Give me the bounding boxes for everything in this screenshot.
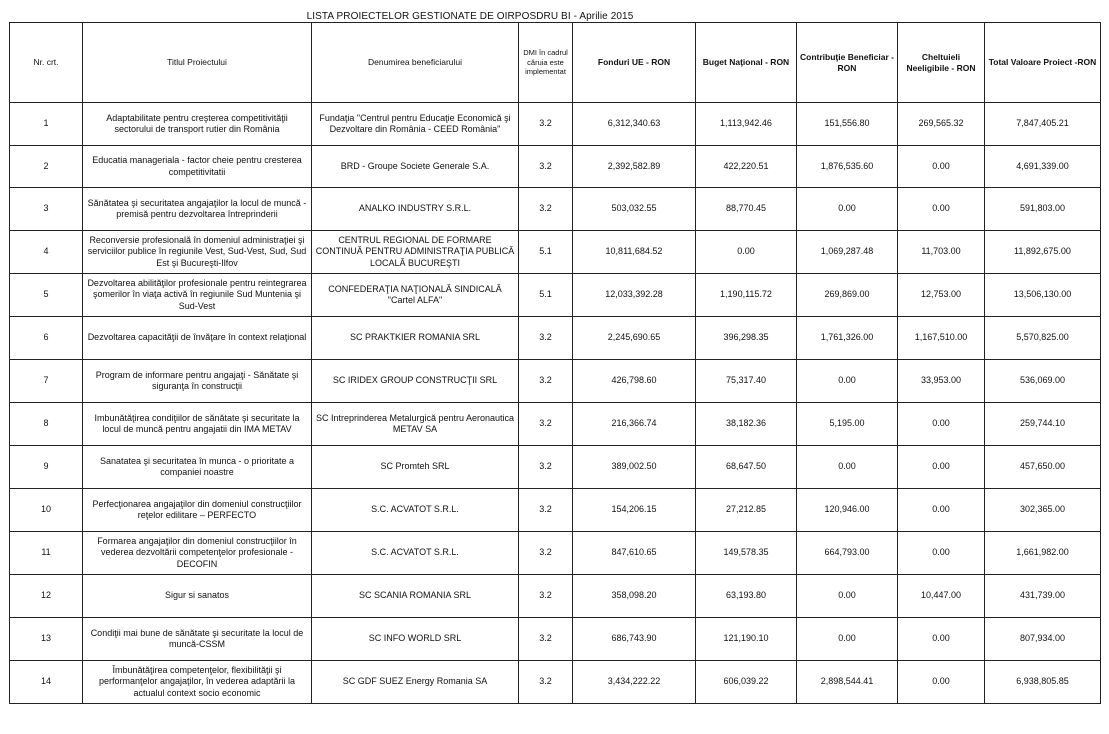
cell-national-budget: 149,578.35 bbox=[696, 532, 797, 575]
cell-beneficiary-contribution: 0.00 bbox=[797, 446, 898, 489]
cell-total-value: 7,847,405.21 bbox=[985, 103, 1101, 146]
cell-beneficiary: SC Promteh SRL bbox=[312, 446, 519, 489]
cell-ineligible-costs: 0.00 bbox=[898, 661, 985, 704]
cell-project-title: Formarea angajaţilor din domeniul construcţiilor în vederea dezvoltării competenţelor profesionale - DECOFIN bbox=[83, 532, 312, 575]
cell-beneficiary-contribution: 120,946.00 bbox=[797, 489, 898, 532]
cell-dmi: 3.2 bbox=[519, 146, 573, 188]
cell-dmi: 3.2 bbox=[519, 575, 573, 618]
table-row bbox=[10, 103, 1101, 146]
cell-national-budget: 75,317.40 bbox=[696, 360, 797, 403]
table-row bbox=[10, 188, 1101, 231]
cell-total-value: 5,570,825.00 bbox=[985, 317, 1101, 360]
cell-total-value: 302,365.00 bbox=[985, 489, 1101, 532]
cell-beneficiary-contribution: 0.00 bbox=[797, 188, 898, 231]
cell-project-title: Sanatatea şi securitatea în munca - o prioritate a companiei noastre bbox=[83, 446, 312, 489]
cell-project-title: Dezvoltarea capacităţii de învăţare în context relaţional bbox=[83, 317, 312, 360]
cell-national-budget: 121,190.10 bbox=[696, 618, 797, 661]
cell-project-title: Sănătatea şi securitatea angajaţilor la locul de muncă - premisă pentru dezvoltarea întreprinderii bbox=[83, 188, 312, 231]
cell-dmi: 5.1 bbox=[519, 231, 573, 274]
cell-beneficiary: ANALKO INDUSTRY S.R.L. bbox=[312, 188, 519, 231]
cell-national-budget: 606,039.22 bbox=[696, 661, 797, 704]
cell-nr-crt: 7 bbox=[10, 360, 83, 403]
cell-nr-crt: 1 bbox=[10, 103, 83, 146]
cell-eu-funds: 2,245,690.65 bbox=[573, 317, 696, 360]
cell-national-budget: 88,770.45 bbox=[696, 188, 797, 231]
cell-eu-funds: 154,206.15 bbox=[573, 489, 696, 532]
cell-eu-funds: 216,366.74 bbox=[573, 403, 696, 446]
cell-total-value: 807,934.00 bbox=[985, 618, 1101, 661]
cell-project-title: Educatia manageriala - factor cheie pentru cresterea competitivitatii bbox=[83, 146, 312, 188]
cell-dmi: 3.2 bbox=[519, 188, 573, 231]
cell-national-budget: 396,298.35 bbox=[696, 317, 797, 360]
document-title: LISTA PROIECTELOR GESTIONATE DE OIRPOSDRU BI - Aprilie 2015 bbox=[306, 11, 634, 22]
cell-national-budget: 1,113,942.46 bbox=[696, 103, 797, 146]
cell-nr-crt: 8 bbox=[10, 403, 83, 446]
cell-dmi: 3.2 bbox=[519, 489, 573, 532]
table-row bbox=[10, 403, 1101, 446]
cell-beneficiary: SC SCANIA ROMANIA SRL bbox=[312, 575, 519, 618]
cell-nr-crt: 4 bbox=[10, 231, 83, 274]
cell-ineligible-costs: 0.00 bbox=[898, 403, 985, 446]
table-row bbox=[10, 231, 1101, 274]
cell-beneficiary: CENTRUL REGIONAL DE FORMARE CONTINUĂ PENTRU ADMINISTRAŢIA PUBLICĂ LOCALĂ BUCUREŞTI bbox=[312, 231, 519, 274]
table-row bbox=[10, 489, 1101, 532]
cell-dmi: 3.2 bbox=[519, 446, 573, 489]
cell-project-title: Imbunătăţirea condiţiilor de sănătate şi securitate la locul de muncă pentru angajatii din IMA METAV bbox=[83, 403, 312, 446]
cell-total-value: 536,069.00 bbox=[985, 360, 1101, 403]
cell-project-title: Reconversie profesională în domeniul administraţiei şi serviciilor publice în regiunile Vest, Sud-Vest, Sud, Sud Est şi Bucureşti-Ilfov bbox=[83, 231, 312, 274]
cell-ineligible-costs: 1,167,510.00 bbox=[898, 317, 985, 360]
cell-dmi: 3.2 bbox=[519, 103, 573, 146]
cell-ineligible-costs: 33,953.00 bbox=[898, 360, 985, 403]
cell-beneficiary-contribution: 5,195.00 bbox=[797, 403, 898, 446]
cell-beneficiary-contribution: 151,556.80 bbox=[797, 103, 898, 146]
cell-project-title: Îmbunătăţirea competenţelor, flexibilităţii şi performanţelor angajaţilor, în vederea adaptării la actualul context socio economic bbox=[83, 661, 312, 704]
cell-ineligible-costs: 0.00 bbox=[898, 188, 985, 231]
cell-beneficiary-contribution: 1,876,535.60 bbox=[797, 146, 898, 188]
cell-beneficiary: SC PRAKTKIER ROMANIA SRL bbox=[312, 317, 519, 360]
cell-project-title: Condiţii mai bune de sănătate şi securitate la locul de muncă-CSSM bbox=[83, 618, 312, 661]
cell-eu-funds: 847,610.65 bbox=[573, 532, 696, 575]
header-eu-funds: Fonduri UE - RON bbox=[573, 23, 696, 103]
cell-beneficiary: SC GDF SUEZ Energy Romania SA bbox=[312, 661, 519, 704]
cell-ineligible-costs: 0.00 bbox=[898, 146, 985, 188]
cell-eu-funds: 503,032.55 bbox=[573, 188, 696, 231]
cell-ineligible-costs: 10,447.00 bbox=[898, 575, 985, 618]
cell-beneficiary: S.C. ACVATOT S.R.L. bbox=[312, 489, 519, 532]
cell-beneficiary-contribution: 269,869.00 bbox=[797, 274, 898, 317]
cell-eu-funds: 2,392,582.89 bbox=[573, 146, 696, 188]
header-national-budget: Buget Naţional - RON bbox=[696, 23, 797, 103]
cell-beneficiary: Fundaţia "Centrul pentru Educaţie Economică şi Dezvoltare din România - CEED România" bbox=[312, 103, 519, 146]
cell-beneficiary: SC INFO WORLD SRL bbox=[312, 618, 519, 661]
cell-nr-crt: 12 bbox=[10, 575, 83, 618]
cell-beneficiary-contribution: 0.00 bbox=[797, 360, 898, 403]
header-beneficiary: Denumirea beneficiarului bbox=[312, 23, 519, 103]
cell-beneficiary-contribution: 664,793.00 bbox=[797, 532, 898, 575]
cell-project-title: Sigur si sanatos bbox=[83, 575, 312, 618]
cell-ineligible-costs: 11,703.00 bbox=[898, 231, 985, 274]
cell-national-budget: 27,212.85 bbox=[696, 489, 797, 532]
cell-dmi: 3.2 bbox=[519, 317, 573, 360]
cell-nr-crt: 14 bbox=[10, 661, 83, 704]
cell-project-title: Program de informare pentru angajaţi - Sănătate şi siguranţa în construcţii bbox=[83, 360, 312, 403]
cell-nr-crt: 3 bbox=[10, 188, 83, 231]
cell-eu-funds: 358,098.20 bbox=[573, 575, 696, 618]
cell-total-value: 13,506,130.00 bbox=[985, 274, 1101, 317]
cell-dmi: 3.2 bbox=[519, 403, 573, 446]
cell-nr-crt: 6 bbox=[10, 317, 83, 360]
cell-beneficiary: SC IRIDEX GROUP CONSTRUCŢII SRL bbox=[312, 360, 519, 403]
table-header-row bbox=[10, 23, 1101, 103]
cell-nr-crt: 11 bbox=[10, 532, 83, 575]
cell-dmi: 5.1 bbox=[519, 274, 573, 317]
header-beneficiary-contribution: Contribuţie Beneficiar - RON bbox=[797, 23, 898, 103]
cell-total-value: 457,650.00 bbox=[985, 446, 1101, 489]
cell-dmi: 3.2 bbox=[519, 532, 573, 575]
cell-national-budget: 0.00 bbox=[696, 231, 797, 274]
cell-eu-funds: 686,743.90 bbox=[573, 618, 696, 661]
table-row bbox=[10, 446, 1101, 489]
table-row bbox=[10, 532, 1101, 575]
cell-total-value: 431,739.00 bbox=[985, 575, 1101, 618]
cell-dmi: 3.2 bbox=[519, 661, 573, 704]
cell-total-value: 4,691,339.00 bbox=[985, 146, 1101, 188]
header-project-title: Titlul Proiectului bbox=[83, 23, 312, 103]
header-dmi: DMI în cadrul căruia este implementat bbox=[519, 23, 573, 103]
header-total-value: Total Valoare Proiect -RON bbox=[985, 23, 1101, 103]
cell-beneficiary-contribution: 0.00 bbox=[797, 575, 898, 618]
cell-ineligible-costs: 0.00 bbox=[898, 489, 985, 532]
cell-beneficiary-contribution: 1,761,326.00 bbox=[797, 317, 898, 360]
cell-project-title: Adaptabilitate pentru creşterea competitivităţii sectorului de transport rutier din România bbox=[83, 103, 312, 146]
cell-ineligible-costs: 269,565.32 bbox=[898, 103, 985, 146]
cell-eu-funds: 389,002.50 bbox=[573, 446, 696, 489]
cell-national-budget: 422,220.51 bbox=[696, 146, 797, 188]
cell-total-value: 1,661,982.00 bbox=[985, 532, 1101, 575]
cell-beneficiary-contribution: 2,898,544.41 bbox=[797, 661, 898, 704]
cell-beneficiary: CONFEDERAŢIA NAŢIONALĂ SINDICALĂ "Cartel ALFA" bbox=[312, 274, 519, 317]
cell-eu-funds: 6,312,340.63 bbox=[573, 103, 696, 146]
cell-total-value: 259,744.10 bbox=[985, 403, 1101, 446]
cell-dmi: 3.2 bbox=[519, 360, 573, 403]
cell-nr-crt: 10 bbox=[10, 489, 83, 532]
header-nr-crt: Nr. crt. bbox=[10, 23, 83, 103]
table-row bbox=[10, 360, 1101, 403]
table-row bbox=[10, 274, 1101, 317]
cell-eu-funds: 3,434,222.22 bbox=[573, 661, 696, 704]
cell-nr-crt: 13 bbox=[10, 618, 83, 661]
cell-project-title: Dezvoltarea abilităţilor profesionale pentru reintegrarea şomerilor în viaţa activă în regiunile Sud Muntenia şi Sud-Vest bbox=[83, 274, 312, 317]
cell-total-value: 6,938,805.85 bbox=[985, 661, 1101, 704]
cell-beneficiary: S.C. ACVATOT S.R.L. bbox=[312, 532, 519, 575]
cell-national-budget: 63,193.80 bbox=[696, 575, 797, 618]
cell-dmi: 3.2 bbox=[519, 618, 573, 661]
table-row bbox=[10, 146, 1101, 188]
table-row bbox=[10, 317, 1101, 360]
cell-project-title: Perfecţionarea angajaţilor din domeniul construcţiilor reţelor edilitare – PERFECTO bbox=[83, 489, 312, 532]
cell-national-budget: 68,647.50 bbox=[696, 446, 797, 489]
table-row bbox=[10, 618, 1101, 661]
cell-national-budget: 1,190,115.72 bbox=[696, 274, 797, 317]
cell-ineligible-costs: 12,753.00 bbox=[898, 274, 985, 317]
cell-eu-funds: 426,798.60 bbox=[573, 360, 696, 403]
cell-national-budget: 38,182.36 bbox=[696, 403, 797, 446]
projects-table bbox=[9, 22, 1101, 704]
cell-ineligible-costs: 0.00 bbox=[898, 446, 985, 489]
cell-beneficiary: BRD - Groupe Societe Generale S.A. bbox=[312, 146, 519, 188]
table-row bbox=[10, 575, 1101, 618]
table-row bbox=[10, 661, 1101, 704]
cell-nr-crt: 5 bbox=[10, 274, 83, 317]
cell-total-value: 591,803.00 bbox=[985, 188, 1101, 231]
cell-beneficiary-contribution: 1,069,287.48 bbox=[797, 231, 898, 274]
cell-total-value: 11,892,675.00 bbox=[985, 231, 1101, 274]
header-ineligible-costs: Cheltuieli Neeligibile - RON bbox=[898, 23, 985, 103]
cell-eu-funds: 12,033,392.28 bbox=[573, 274, 696, 317]
cell-beneficiary: SC Intreprinderea Metalurgică pentru Aeronautica METAV SA bbox=[312, 403, 519, 446]
cell-ineligible-costs: 0.00 bbox=[898, 532, 985, 575]
cell-eu-funds: 10,811,684.52 bbox=[573, 231, 696, 274]
cell-beneficiary-contribution: 0.00 bbox=[797, 618, 898, 661]
cell-nr-crt: 2 bbox=[10, 146, 83, 188]
cell-ineligible-costs: 0.00 bbox=[898, 618, 985, 661]
cell-nr-crt: 9 bbox=[10, 446, 83, 489]
